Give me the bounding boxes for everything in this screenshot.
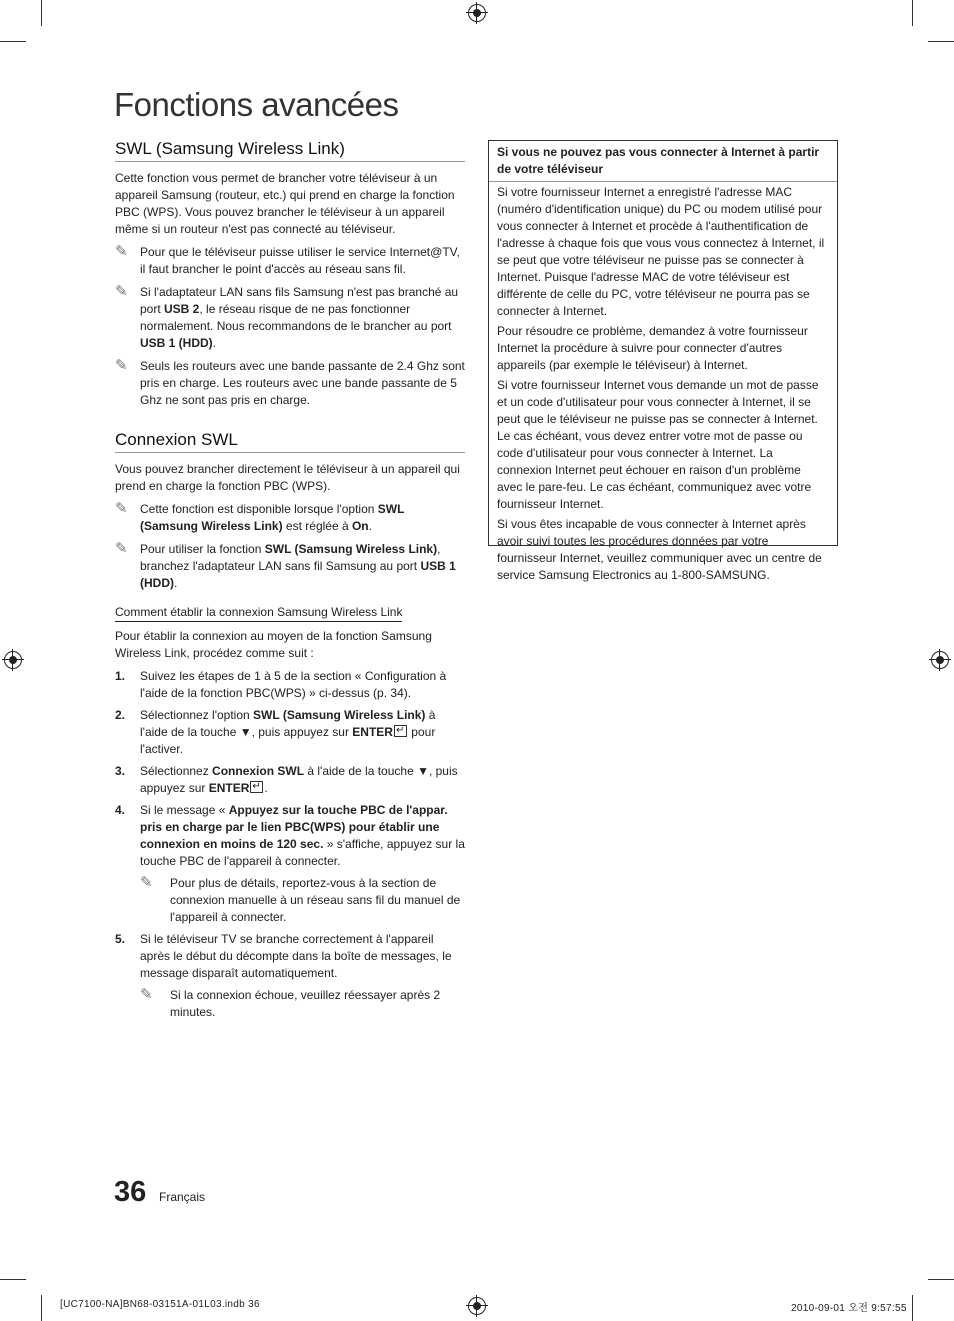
step-text: Si le téléviseur TV se branche correctement à l'appareil après le début du décompte dans la boîte de messages, le message disparaît automatiquement.	[140, 932, 452, 980]
step-text: Sélectionnez Connexion SWL à l'aide de la touche ▼, puis appuyez sur ENTER↵ .	[140, 763, 465, 797]
step-note	[140, 875, 465, 926]
step-number: 4.	[115, 803, 126, 817]
step	[115, 931, 465, 982]
box-heading: Si vous ne pouvez pas vous connecter à Internet à partir de votre téléviseur	[489, 141, 837, 182]
print-file-info: [UC7100-NA]BN68-03151A-01L03.indb 36	[60, 1299, 260, 1310]
step-text: Si le message « Appuyez sur la touche PBC de l'appar. pris en charge par le lien PBC(WPS) pour établir une connexion en moins de 120 sec. » s'affiche, appuyez sur la touche PBC de l'appareil à connecter.	[140, 803, 465, 868]
note-text: Pour plus de détails, reportez-vous à la section de connexion manuelle à un réseau sans fil du manuel de l'appareil à connecter.	[170, 876, 461, 924]
step	[115, 763, 465, 797]
crop-mark	[41, 0, 42, 26]
step-number: 5.	[115, 932, 126, 946]
step-note	[140, 987, 465, 1021]
page-number: 36	[114, 1176, 147, 1208]
box-body	[489, 184, 837, 584]
pencil-note-icon: ✎	[115, 243, 128, 260]
note-text: Si l'adaptateur LAN sans fils Samsung n'est pas branché au port USB 2, le réseau risque de ne pas fonctionner normalement. Nous recommandons de le brancher au port USB 1 (HDD).	[140, 285, 459, 350]
note-text: Pour que le téléviseur puisse utiliser le service Internet@TV, il faut brancher le point d'accès au réseau sans fil.	[140, 245, 460, 276]
step-text: Sélectionnez l'option SWL (Samsung Wireless Link) à l'aide de la touche ▼, puis appuyez sur ENTER↵ pour l'activer.	[140, 707, 465, 758]
step-number: 1.	[115, 669, 126, 683]
crop-mark	[912, 1295, 913, 1321]
section-heading-connexion: Connexion SWL	[115, 429, 465, 453]
note	[115, 541, 465, 592]
page-title: Fonctions avancées	[114, 86, 399, 123]
pencil-note-icon: ✎	[115, 540, 128, 557]
connexion-intro: Vous pouvez brancher directement le téléviseur à un appareil qui prend en charge la fonction PBC (WPS).	[115, 462, 460, 493]
note	[115, 284, 465, 352]
note-text: Si la connexion échoue, veuillez réessayer après 2 minutes.	[170, 988, 441, 1019]
note	[115, 244, 465, 278]
troubleshooting-box	[488, 140, 838, 582]
step-number: 2.	[115, 708, 126, 722]
box-paragraph: Pour résoudre ce problème, demandez à votre fournisseur Internet la procédure à suivre pour connecter d'autres appareils (par exemple le téléviseur) à Internet.	[497, 324, 808, 372]
step	[115, 802, 465, 870]
registration-mark-icon	[4, 651, 22, 669]
registration-mark-icon	[468, 4, 486, 22]
enter-key-icon	[250, 781, 263, 793]
swl-intro: Cette fonction vous permet de brancher votre téléviseur à un appareil Samsung (routeur, etc.) qui prend en charge la fonction PBC (WPS). Vous pouvez brancher le téléviseur à un appareil même si un routeur n'est pas connecté au téléviseur.	[115, 171, 455, 236]
step	[115, 668, 465, 702]
note-text: Cette fonction est disponible lorsque l'option SWL (Samsung Wireless Link) est réglée à On.	[140, 502, 405, 533]
subheading: Comment établir la connexion Samsung Wireless Link	[115, 604, 402, 622]
pencil-note-icon: ✎	[115, 357, 128, 374]
box-paragraph: Si votre fournisseur Internet vous demande un mot de passe et un code d'utilisateur pour vous connecter à Internet, il se peut que le téléviseur ne puisse pas se connecter à Internet. Le cas échéant, vous devez entrer votre mot de passe ou code d'utilisateur pour vous connecter à Internet. La connexion Internet peut échouer en raison d'un problème avec le pare-feu. Le cas échéant, communiquez avec votre fournisseur Internet.	[497, 378, 819, 511]
note	[115, 358, 465, 409]
box-paragraph: Si vous êtes incapable de vous connecter à Internet après avoir suivi toutes les procédures données par votre fournisseur Internet, veuillez communiquer avec un centre de service Samsung Electronics au 1-800-SAMSUNG.	[497, 517, 822, 582]
crop-mark	[0, 1279, 26, 1280]
step	[115, 707, 465, 758]
pencil-note-icon: ✎	[140, 874, 153, 891]
crop-mark	[0, 41, 26, 42]
crop-mark	[928, 1279, 954, 1280]
step-number: 3.	[115, 764, 126, 778]
pencil-note-icon: ✎	[115, 500, 128, 517]
crop-mark	[41, 1295, 42, 1321]
registration-mark-icon	[468, 1297, 486, 1315]
crop-mark	[912, 0, 913, 26]
pencil-note-icon: ✎	[140, 986, 153, 1003]
box-paragraph: Si votre fournisseur Internet a enregistré l'adresse MAC (numéro d'identification unique) du PC ou modem utilisé pour vous connecter à Internet et procède à l'authentification de l'adresse à chaque fois que vous vous connectez à Internet, il se peut que votre téléviseur ne puisse pas se connecter à Internet. Puisque l'adresse MAC de votre téléviseur est différente de celle du PC, votre téléviseur ne pourra pas se connecter à Internet.	[497, 185, 825, 318]
page-language: Français	[159, 1190, 206, 1204]
print-date-info: 2010-09-01 오전 9:57:55	[791, 1303, 907, 1314]
registration-mark-icon	[931, 651, 949, 669]
pencil-note-icon: ✎	[115, 283, 128, 300]
enter-key-icon	[394, 725, 407, 737]
step-text: Suivez les étapes de 1 à 5 de la section « Configuration à l'aide de la fonction PBC(WPS) » ci-dessus (p. 34).	[140, 669, 447, 700]
procedure-lead: Pour établir la connexion au moyen de la fonction Samsung Wireless Link, procédez comme suit :	[115, 629, 432, 660]
crop-mark	[928, 41, 954, 42]
section-heading-swl: SWL (Samsung Wireless Link)	[115, 138, 465, 162]
note	[115, 501, 465, 535]
note-text: Pour utiliser la fonction SWL (Samsung Wireless Link), branchez l'adaptateur LAN sans fil Samsung au port USB 1 (HDD).	[140, 542, 456, 590]
note-text: Seuls les routeurs avec une bande passante de 2.4 Ghz sont pris en charge. Les routeurs avec une bande passante de 5 Ghz ne sont pas pris en charge.	[140, 359, 465, 407]
left-column	[115, 138, 465, 1026]
